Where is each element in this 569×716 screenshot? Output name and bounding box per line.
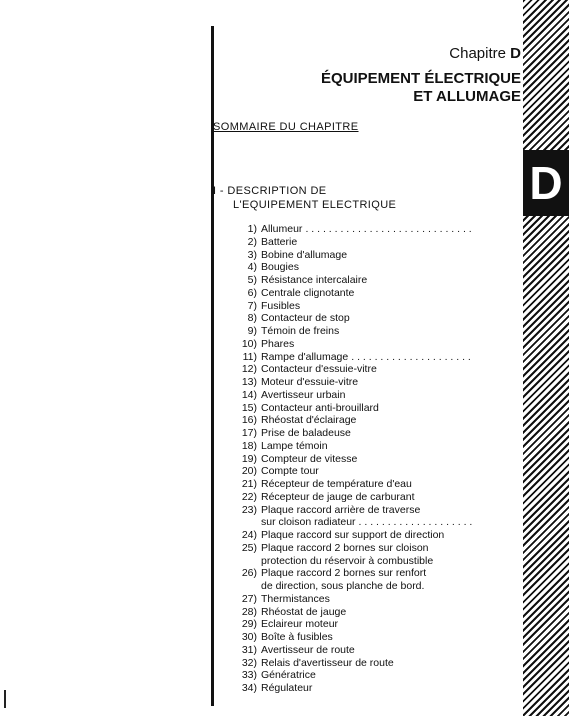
list-item <box>233 351 473 364</box>
item-label: Fusibles <box>261 299 301 312</box>
list-item-continuation <box>233 580 473 593</box>
item-label: de direction, sous planche de bord. <box>261 580 425 592</box>
chapter-title-line-2: ET ALLUMAGE <box>413 88 521 105</box>
list-item <box>233 542 473 555</box>
list-item <box>233 504 473 517</box>
item-number: 27) <box>241 592 257 605</box>
item-number: 9) <box>247 325 257 337</box>
item-label: Récepteur de température d'eau <box>261 478 412 490</box>
item-number: 16) <box>241 414 257 427</box>
item-label: Rampe d'allumage <box>261 350 349 363</box>
item-number: 12) <box>241 363 257 376</box>
chapter-label <box>449 45 521 62</box>
list-item <box>233 249 473 262</box>
list-item <box>233 440 473 453</box>
item-label: Contacteur d'essuie-vitre <box>261 363 377 376</box>
list-item <box>233 529 473 542</box>
item-label: Compte tour <box>261 465 319 478</box>
item-label: Phares <box>261 337 295 350</box>
item-label: Thermistances <box>261 592 330 605</box>
list-item-continuation <box>233 555 473 568</box>
list-item <box>233 261 473 274</box>
chapter-title-line-1: ÉQUIPEMENT ÉLECTRIQUE <box>320 70 521 87</box>
item-number: 34) <box>241 682 257 694</box>
item-label: Rhéostat d'éclairage <box>261 414 357 427</box>
item-number: 15) <box>241 401 257 414</box>
list-item <box>233 491 473 504</box>
list-item <box>233 593 473 606</box>
leader-dots <box>302 223 473 236</box>
item-number: 28) <box>241 605 257 618</box>
item-number: 1) <box>247 223 257 235</box>
item-label: Avertisseur de route <box>261 643 355 656</box>
item-number: 6) <box>247 286 257 299</box>
item-label: Plaque raccord 2 bornes sur cloison <box>261 541 429 554</box>
item-label: Relais d'avertisseur de route <box>261 656 394 669</box>
item-label: Rhéostat de jauge <box>261 605 347 618</box>
item-number: 11) <box>242 350 257 363</box>
item-label: Prise de baladeuse <box>261 427 351 439</box>
list-item <box>233 618 473 631</box>
scan-edge-mark <box>4 690 6 708</box>
chapter-title <box>321 70 521 106</box>
section-heading-line-1: I - DESCRIPTION DE <box>213 185 327 197</box>
leader-dots <box>348 351 473 364</box>
item-label: Contacteur anti-brouillard <box>261 401 379 414</box>
list-item <box>233 478 473 491</box>
item-number <box>233 580 261 593</box>
leader-dots <box>356 516 473 529</box>
item-label: Eclaireur moteur <box>261 618 339 631</box>
item-label: Contacteur de stop <box>261 312 350 325</box>
chapter-letter: D <box>510 45 521 62</box>
list-item <box>233 300 473 313</box>
item-label: Régulateur <box>261 682 313 694</box>
item-number: 33) <box>241 669 257 682</box>
item-number: 30) <box>241 631 257 643</box>
item-number: 10) <box>241 337 257 350</box>
list-item <box>233 606 473 619</box>
item-number: 21) <box>241 478 257 490</box>
item-number: 22) <box>241 490 257 503</box>
list-item <box>233 427 473 440</box>
item-number: 4) <box>247 261 257 274</box>
contents-list <box>233 223 473 695</box>
item-label: Boîte à fusibles <box>261 631 333 643</box>
item-label: sur cloison radiateur <box>261 516 356 529</box>
item-number: 24) <box>241 529 257 541</box>
list-item-continuation <box>233 516 473 529</box>
item-number: 26) <box>241 567 257 580</box>
list-item <box>233 389 473 402</box>
list-item <box>233 274 473 287</box>
item-number: 20) <box>241 465 257 478</box>
item-number: 7) <box>247 299 257 312</box>
section-heading <box>213 184 396 212</box>
list-item <box>233 376 473 389</box>
item-number: 23) <box>241 503 257 516</box>
list-item <box>233 644 473 657</box>
item-number: 32) <box>241 656 257 669</box>
item-number: 25) <box>241 541 257 554</box>
item-label: Lampe témoin <box>261 439 328 452</box>
item-number <box>233 555 261 568</box>
item-number: 8) <box>247 312 257 325</box>
list-item <box>233 453 473 466</box>
item-label: Génératrice <box>261 669 316 682</box>
list-item <box>233 312 473 325</box>
item-number: 29) <box>241 618 257 631</box>
summary-heading: SOMMAIRE DU CHAPITRE <box>213 121 359 133</box>
list-item <box>233 631 473 644</box>
list-item <box>233 567 473 580</box>
item-number: 3) <box>247 248 257 261</box>
item-label: Témoin de freins <box>261 325 340 337</box>
item-label: Centrale clignotante <box>261 286 355 299</box>
item-label: Plaque raccord sur support de direction <box>261 529 445 541</box>
chapter-tab-letter: D <box>523 150 569 216</box>
list-item <box>233 402 473 415</box>
item-number: 19) <box>241 452 257 465</box>
item-number: 2) <box>247 235 257 248</box>
item-label: Allumeur <box>261 223 303 235</box>
item-number: 13) <box>241 376 257 388</box>
item-label: Résistance intercalaire <box>261 274 368 286</box>
item-number: 17) <box>241 427 257 439</box>
item-label: Moteur d'essuie-vitre <box>261 376 359 388</box>
list-item <box>233 657 473 670</box>
item-label: Bougies <box>261 261 299 274</box>
item-label: Avertisseur urbain <box>261 388 346 401</box>
section-heading-line-2: L'EQUIPEMENT ELECTRIQUE <box>233 199 397 211</box>
list-item <box>233 669 473 682</box>
chapter-edge-hatching <box>523 0 569 716</box>
item-label: Compteur de vitesse <box>261 452 358 465</box>
list-item <box>233 325 473 338</box>
item-number: 18) <box>241 439 257 452</box>
list-item <box>233 682 473 695</box>
list-item <box>233 338 473 351</box>
item-label: Récepteur de jauge de carburant <box>261 490 415 503</box>
chapter-word: Chapitre <box>449 45 506 62</box>
list-item <box>233 236 473 249</box>
item-label: Plaque raccord arrière de traverse <box>261 503 421 516</box>
list-item <box>233 414 473 427</box>
list-item <box>233 223 473 236</box>
item-label: Plaque raccord 2 bornes sur renfort <box>261 567 427 580</box>
item-number: 5) <box>247 274 257 286</box>
list-item <box>233 287 473 300</box>
item-label: protection du réservoir à combustible <box>261 554 434 567</box>
list-item <box>233 465 473 478</box>
item-number: 14) <box>241 388 257 401</box>
item-number: 31) <box>241 643 257 656</box>
item-label: Batterie <box>261 235 298 248</box>
list-item <box>233 363 473 376</box>
item-label: Bobine d'allumage <box>261 248 348 261</box>
item-number <box>233 516 261 529</box>
